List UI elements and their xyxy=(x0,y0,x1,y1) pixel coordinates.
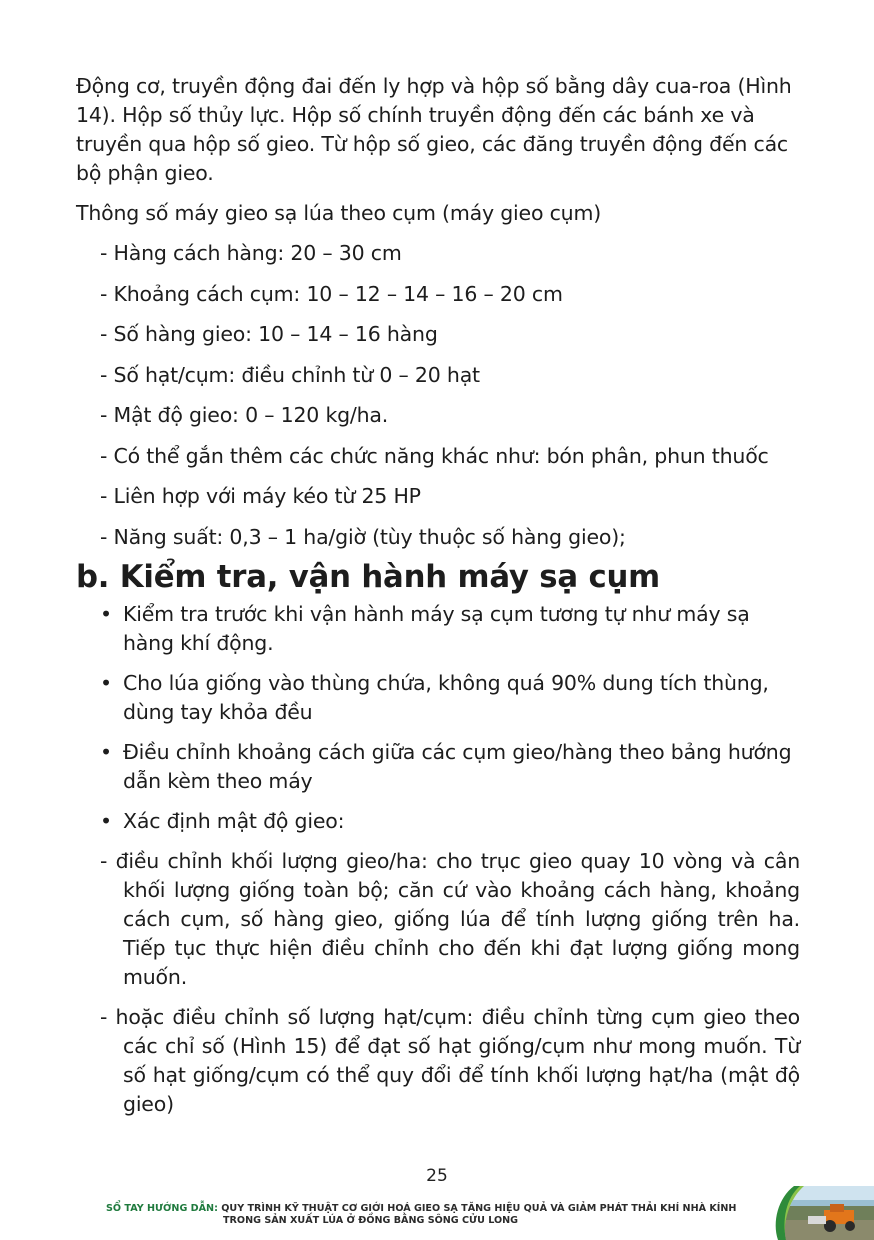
sub-item xyxy=(76,847,800,992)
footer-line-1 xyxy=(106,1203,736,1215)
footer-lead: SỔ TAY HƯỚNG DẪN: xyxy=(106,1203,218,1214)
spec-item: - Số hàng gieo: 10 – 14 – 16 hàng xyxy=(100,322,438,346)
intro-paragraph: Động cơ, truyền động đai đến ly hợp và hộp số bằng dây cua-roa (Hình 14). Hộp số thủy lực. Hộp số chính truyền động đến các bánh xe và truyền qua hộp số gieo. Từ hộp số gieo, các đăng truyền động đến các bộ phận gieo. xyxy=(76,74,792,185)
sub-item-list xyxy=(76,847,800,1119)
bullet-item xyxy=(76,807,800,836)
specs-title: Thông số máy gieo sạ lúa theo cụm (máy gieo cụm) xyxy=(76,201,602,225)
spec-item: - Khoảng cách cụm: 10 – 12 – 14 – 16 – 20 cm xyxy=(100,281,563,306)
spec-item: - Mật độ gieo: 0 – 120 kg/ha. xyxy=(100,403,389,427)
bullet-text: Xác định mật độ gieo: xyxy=(123,809,345,833)
bullet-text: Kiểm tra trước khi vận hành máy sạ cụm tương tự như máy sạ hàng khí động. xyxy=(123,602,750,655)
bullet-dot: • xyxy=(100,671,112,695)
sub-item-text: - hoặc điều chỉnh số lượng hạt/cụm: điều chỉnh từng cụm gieo theo các chỉ số (Hình 15) để đạt số hạt giống/cụm như mong muốn. Từ số hạt giống/cụm có thể quy đổi để tính khối lượng hạt/ha (mật độ gieo) xyxy=(100,1005,800,1116)
bullet-text: Điều chỉnh khoảng cách giữa các cụm gieo/hàng theo bảng hướng dẫn kèm theo máy xyxy=(123,740,792,793)
bullet-list xyxy=(76,600,800,836)
footer xyxy=(106,1203,736,1227)
spec-item: - Hàng cách hàng: 20 – 30 cm xyxy=(100,241,402,265)
sub-item xyxy=(76,1003,800,1119)
specs-list xyxy=(76,239,800,552)
bullet-item xyxy=(76,600,800,658)
page-content xyxy=(76,72,800,1130)
bullet-dot: • xyxy=(100,809,112,833)
spec-item: - Có thể gắn thêm các chức năng khác như: bón phân, phun thuốc xyxy=(100,443,769,468)
bullet-dot: • xyxy=(100,740,112,764)
section-heading: b. Kiểm tra, vận hành máy sạ cụm xyxy=(76,559,661,595)
rice-field-tractor-icon xyxy=(764,1186,874,1240)
footer-badge-image xyxy=(764,1186,874,1240)
footer-title-line-2: TRONG SẢN XUẤT LÚA Ở ĐỒNG BẰNG SÔNG CỬU LONG xyxy=(223,1215,519,1226)
spec-item: - Số hạt/cụm: điều chỉnh từ 0 – 20 hạt xyxy=(100,362,480,387)
bullet-item xyxy=(76,738,800,796)
bullet-text: Cho lúa giống vào thùng chứa, không quá 90% dung tích thùng, dùng tay khỏa đều xyxy=(123,671,769,724)
spec-item: - Năng suất: 0,3 – 1 ha/giờ (tùy thuộc số hàng gieo); xyxy=(100,524,626,549)
footer-title-line-1: QUY TRÌNH KỸ THUẬT CƠ GIỚI HOÁ GIEO SẠ TĂNG HIỆU QUẢ VÀ GIẢM PHÁT THẢI KHÍ NHÀ KÍNH xyxy=(221,1203,737,1214)
bullet-item xyxy=(76,669,800,727)
page-number: 25 xyxy=(426,1166,448,1186)
spec-item: - Liên hợp với máy kéo từ 25 HP xyxy=(100,484,421,508)
bullet-dot: • xyxy=(100,602,112,626)
sub-item-text: - điều chỉnh khối lượng gieo/ha: cho trục gieo quay 10 vòng và cân khối lượng giống toàn bộ; căn cứ vào khoảng cách hàng, khoảng cách cụm, số hàng gieo, giống lúa để tính lượng giống trên ha. Tiếp tục thực hiện điều chỉnh cho đến khi đạt lượng giống mong muốn. xyxy=(100,849,800,989)
